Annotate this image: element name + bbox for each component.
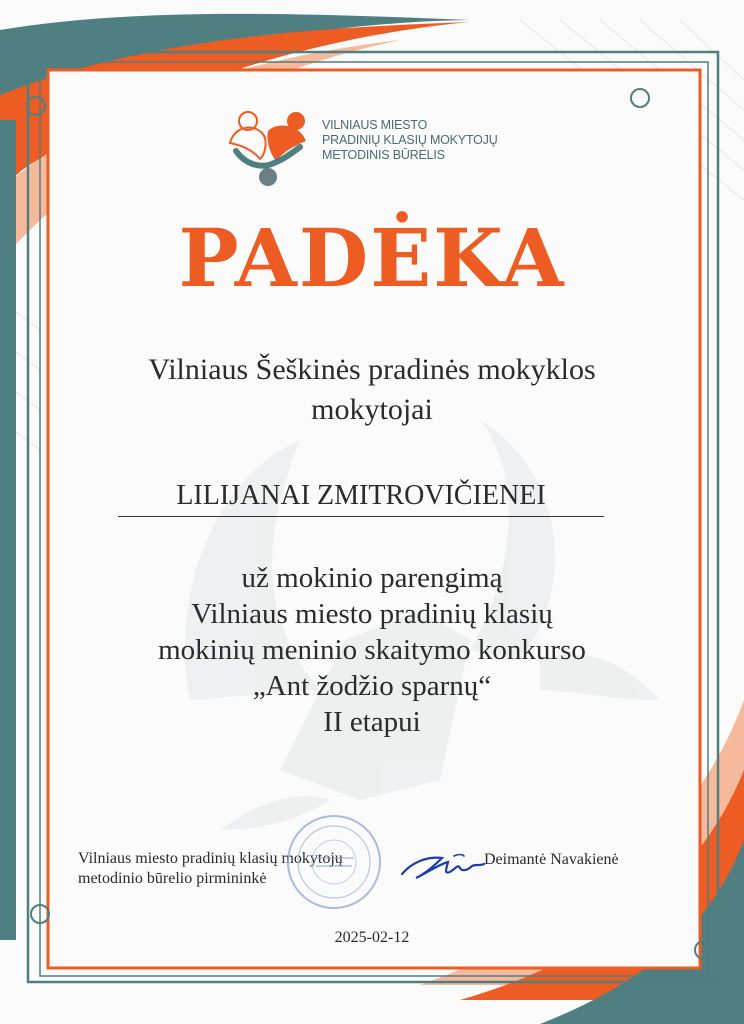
school-line-1: Vilniaus Šeškinės pradinės mokyklos: [148, 353, 596, 386]
organization-logo: [222, 103, 522, 187]
people-logo-icon: [222, 103, 314, 187]
reason-line-5: II etapui: [323, 706, 421, 738]
role-line-1: Vilniaus miesto pradinių klasių mokytojų: [78, 850, 343, 867]
reason-line-2: Vilniaus miesto pradinių klasių: [191, 598, 553, 630]
reason-line-3: mokinių meninio skaitymo konkurso: [158, 634, 586, 666]
issue-date: 2025-02-12: [334, 929, 410, 946]
logo-line-1: VILNIAUS MIESTO: [322, 118, 428, 132]
award-reason: [0, 560, 744, 740]
certificate-title: PADĖKA: [178, 211, 566, 305]
round-stamp-icon: [284, 812, 384, 912]
reason-line-4: „Ant žodžio sparnų“: [252, 670, 492, 702]
school-line-2: mokytojai: [311, 393, 433, 426]
signer-name: Deimantė Navakienė: [484, 851, 619, 868]
logo-line-2: PRADINIŲ KLASIŲ MOKYTOJŲ: [322, 133, 498, 147]
logo-line-3: METODINIS BŪRELIS: [322, 148, 445, 162]
role-line-2: metodinio būrelio pirmininkė: [78, 870, 267, 887]
handwritten-signature-icon: [398, 846, 490, 886]
recipient-name: LILIJANAI ZMITROVIČIENEI: [118, 478, 604, 517]
organization-name: [322, 118, 498, 163]
reason-line-1: už mokinio parengimą: [241, 562, 503, 594]
school-name: [0, 350, 744, 430]
